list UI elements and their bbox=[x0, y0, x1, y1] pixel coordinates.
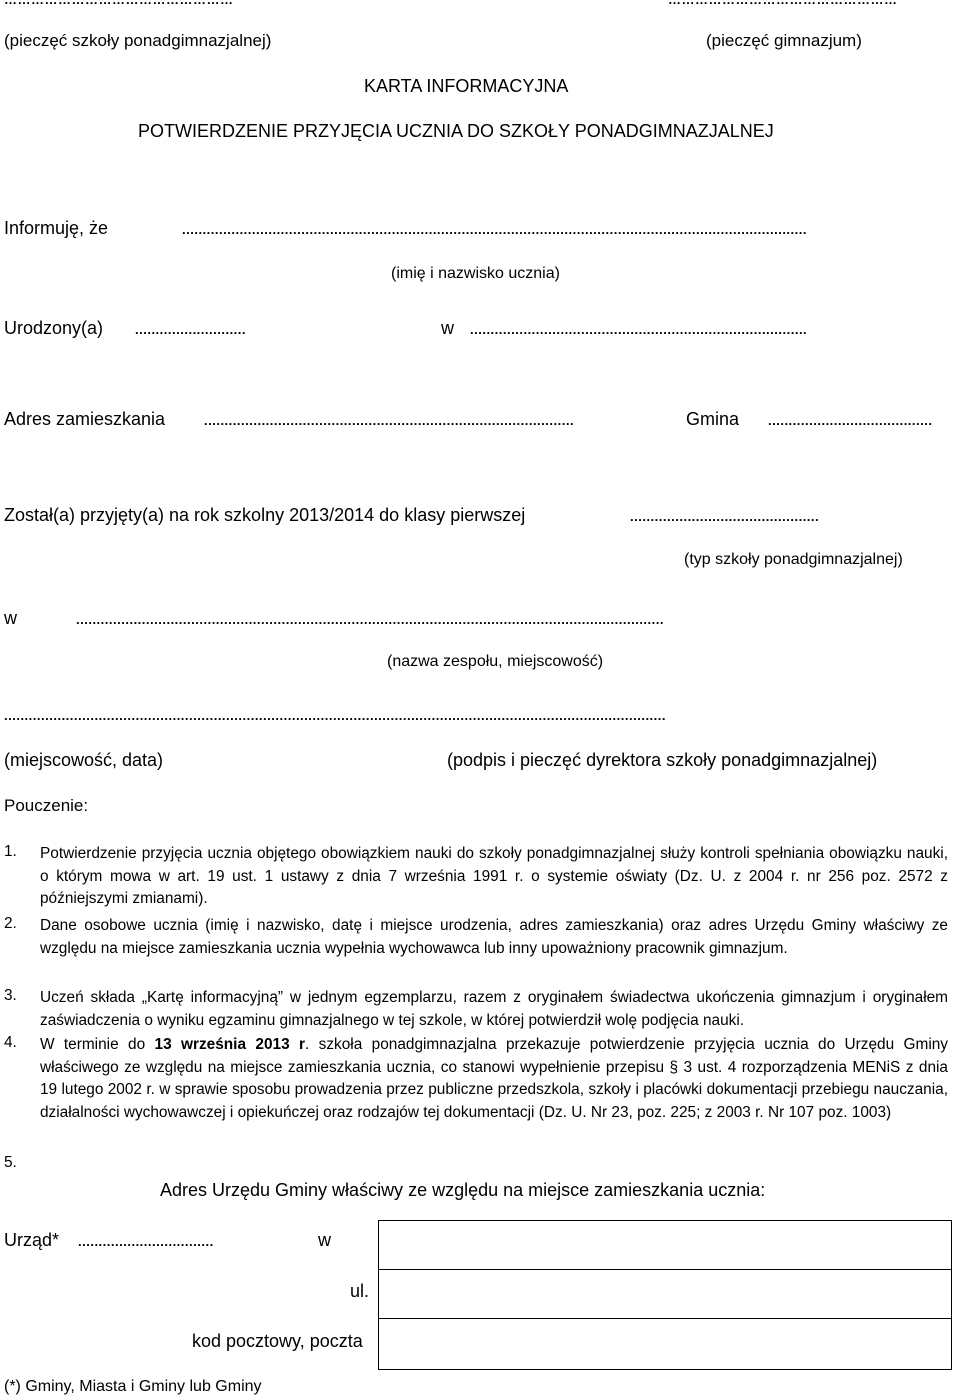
school-type-caption: (typ szkoły ponadgimnazjalnej) bbox=[684, 551, 903, 568]
address-label: Adres zamieszkania bbox=[4, 409, 166, 429]
instruction-item: Uczeń składa „Kartę informacyjną” w jednym egzemplarzu, razem z oryginałem świadectwa ukończenia gimnazjum i oryginałem zaświadczenia o wyniku egzaminu gimnazjalnego w tej szkole, w której potwierdził wolę podjęcia nauki. bbox=[40, 989, 948, 1029]
birth-date-field[interactable]: ........................... bbox=[135, 322, 247, 337]
instruction-text: W terminie do bbox=[40, 1036, 155, 1053]
inform-label: Informuję, że bbox=[4, 218, 109, 238]
team-in-label: w bbox=[4, 608, 17, 628]
school-stamp-caption: (pieczęć szkoły ponadgimnazjalnej) bbox=[4, 31, 272, 50]
student-name-field[interactable]: ........................................................................................................................................................ bbox=[182, 222, 807, 237]
team-name-field[interactable]: ............................................................................................................................................... bbox=[76, 612, 664, 627]
gymnasium-stamp-caption: (pieczęć gimnazjum) bbox=[706, 31, 862, 50]
footnote: (*) Gminy, Miasta i Gminy lub Gminy bbox=[4, 1378, 262, 1395]
gmina-label: Gmina bbox=[686, 409, 740, 429]
gmina-field[interactable]: ........................................ bbox=[768, 413, 933, 428]
instruction-item: Potwierdzenie przyjęcia ucznia objętego obowiązkiem nauki do szkoły ponadgimnazjalnej służy kontroli spełniania obowiązku nauki, o którym mowa w art. 19 ust. 1 ustawy z dnia 7 września 1991 r. o systemie oświaty (Dz. U. z 2004 r. nr 256 poz. 2572 z późniejszymi zmianami). bbox=[40, 845, 948, 908]
office-city-box[interactable] bbox=[378, 1220, 952, 1270]
instruction-number: 1. bbox=[4, 843, 17, 860]
street-label: ul. bbox=[350, 1281, 370, 1301]
student-name-caption: (imię i nazwisko ucznia) bbox=[391, 265, 560, 282]
document-title: KARTA INFORMACYJNA bbox=[364, 76, 569, 96]
street-box[interactable] bbox=[378, 1269, 952, 1319]
instruction-text: . szkoła ponadgimnazjalna przekazuje potwierdzenie przyjęcia ucznia do Urzędu Gminy właściwego ze względu na miejsce zamieszkania ucznia, co stanowi wypełnienie przepisu § 3 ust. 4 rozporządzenia MENiS z dnia 19 lutego 2002 r. w sprawie sposobu prowadzenia przez publiczne przedszkola, szkoły i placówki dokumentacji przebiegu nauczania, działalności wychowawczej i opiekuńczej oraz rodzajów tej dokumentacji (Dz. U. Nr 23, poz. 225; z 2003 r. Nr 107 poz. 1003) bbox=[40, 1036, 949, 1122]
signature-line[interactable]: ................................................................................................................................................................. bbox=[4, 708, 667, 723]
office-heading: Adres Urzędu Gminy właściwy ze względu na miejsce zamieszkania ucznia: bbox=[160, 1180, 766, 1200]
postal-label: kod pocztowy, poczta bbox=[192, 1331, 363, 1351]
instruction-number: 4. bbox=[4, 1034, 17, 1051]
instruction-item bbox=[40, 1034, 948, 1125]
office-in-label: w bbox=[318, 1230, 331, 1250]
instructions-heading: Pouczenie: bbox=[4, 796, 89, 815]
born-label: Urodzony(a) bbox=[4, 318, 104, 338]
accepted-statement: Został(a) przyjęty(a) na rok szkolny 2013/2014 do klasy pierwszej bbox=[4, 505, 526, 525]
team-name-caption: (nazwa zespołu, miejscowość) bbox=[387, 653, 604, 670]
director-signature-caption: (podpis i pieczęć dyrektora szkoły ponadgimnazjalnej) bbox=[447, 750, 878, 770]
document-subtitle: POTWIERDZENIE PRZYJĘCIA UCZNIA DO SZKOŁY PONADGIMNAZJALNEJ bbox=[138, 121, 774, 141]
place-date-caption: (miejscowość, data) bbox=[4, 750, 164, 770]
instruction-number: 2. bbox=[4, 915, 17, 932]
postal-box[interactable] bbox=[378, 1318, 952, 1370]
school-type-field[interactable]: .............................................. bbox=[630, 509, 820, 524]
instruction-number: 3. bbox=[4, 987, 17, 1004]
birth-place-field[interactable]: .................................................................................. bbox=[470, 322, 808, 337]
school-stamp-dots bbox=[4, 0, 266, 7]
address-field[interactable]: .......................................................................................... bbox=[204, 413, 575, 428]
gymnasium-stamp-dots bbox=[668, 0, 908, 7]
deadline-date: 13 września 2013 r bbox=[154, 1036, 305, 1053]
birth-place-in-label: w bbox=[441, 318, 454, 338]
instruction-number: 5. bbox=[4, 1154, 17, 1171]
office-label: Urząd* bbox=[4, 1230, 60, 1250]
office-field[interactable]: ................................. bbox=[78, 1234, 214, 1249]
instruction-item: Dane osobowe ucznia (imię i nazwisko, datę i miejsce urodzenia, adres zamieszkania) oraz adres Urzędu Gminy właściwy ze względu na miejsce zamieszkania ucznia wypełnia wychowawca lub inny upoważniony pracownik gimnazjum. bbox=[40, 917, 948, 957]
